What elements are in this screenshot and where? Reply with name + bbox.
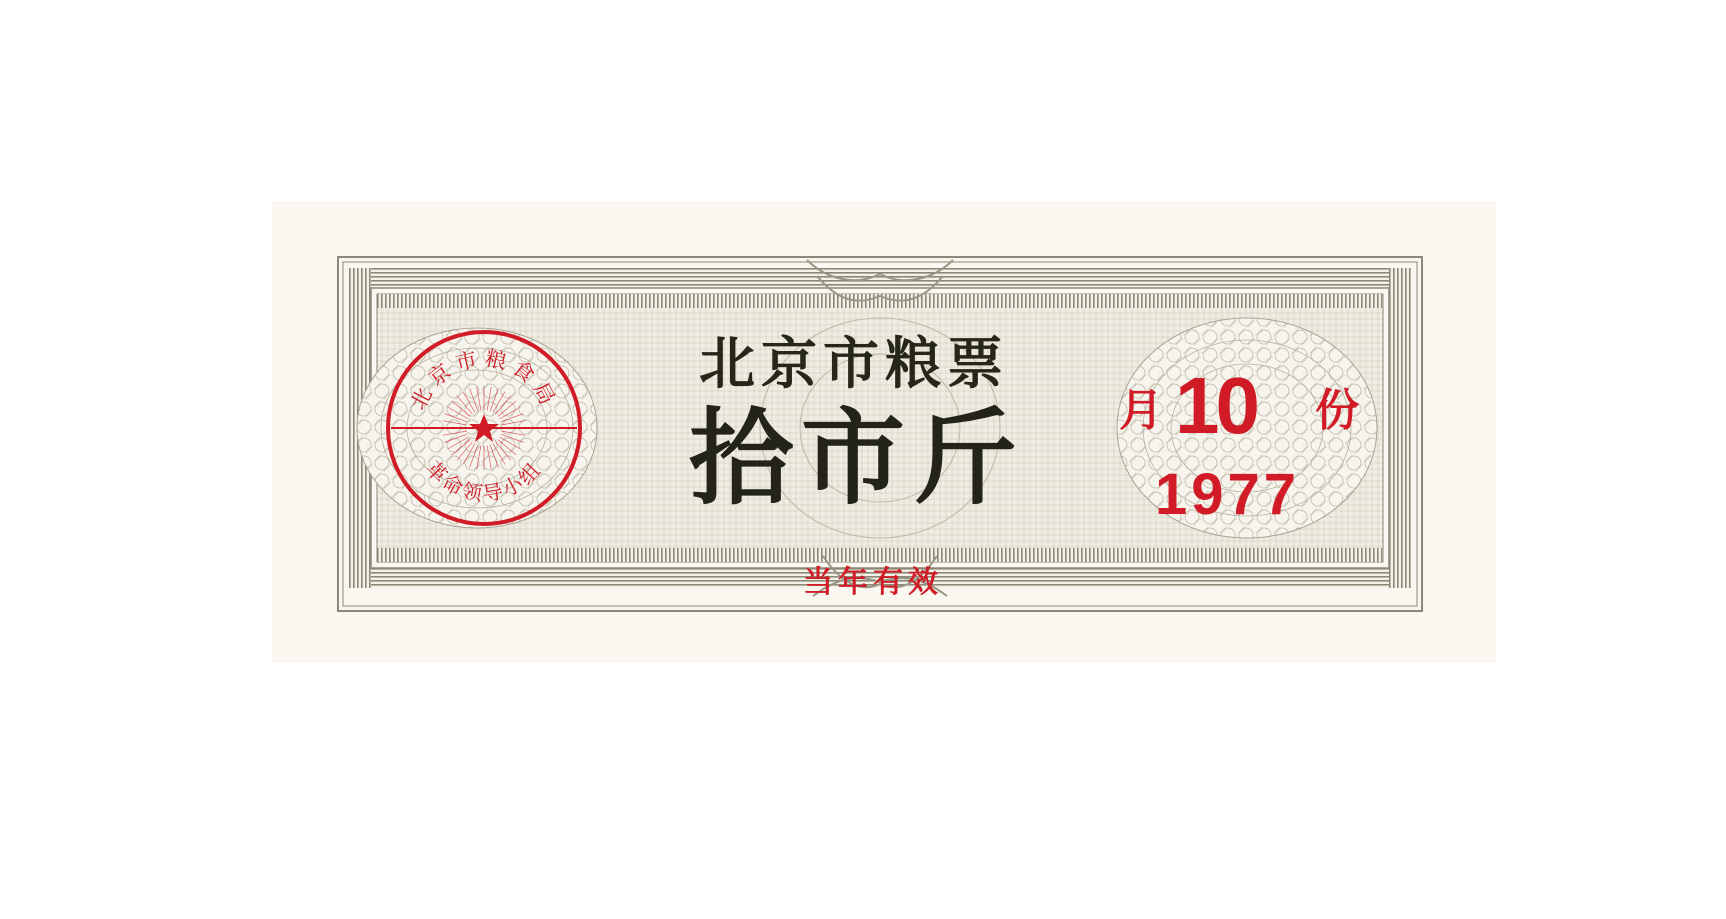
ticket-amount: 拾市斤 <box>688 396 1025 519</box>
seal-bottom-text: 革命领导小组 <box>421 456 547 506</box>
month-suffix: 份 <box>1315 385 1359 436</box>
validity-note: 当年有效 <box>803 565 943 600</box>
month-prefix: 月 <box>1119 385 1163 436</box>
grain-ticket <box>337 256 1423 612</box>
month-label <box>1119 361 1363 450</box>
month-number: 10 <box>1175 361 1256 450</box>
seal-top-text: 北京市粮食局 <box>405 346 563 414</box>
ticket-title: 北京市粮票 <box>699 332 1009 397</box>
issue-year: 1977 <box>1155 462 1301 527</box>
